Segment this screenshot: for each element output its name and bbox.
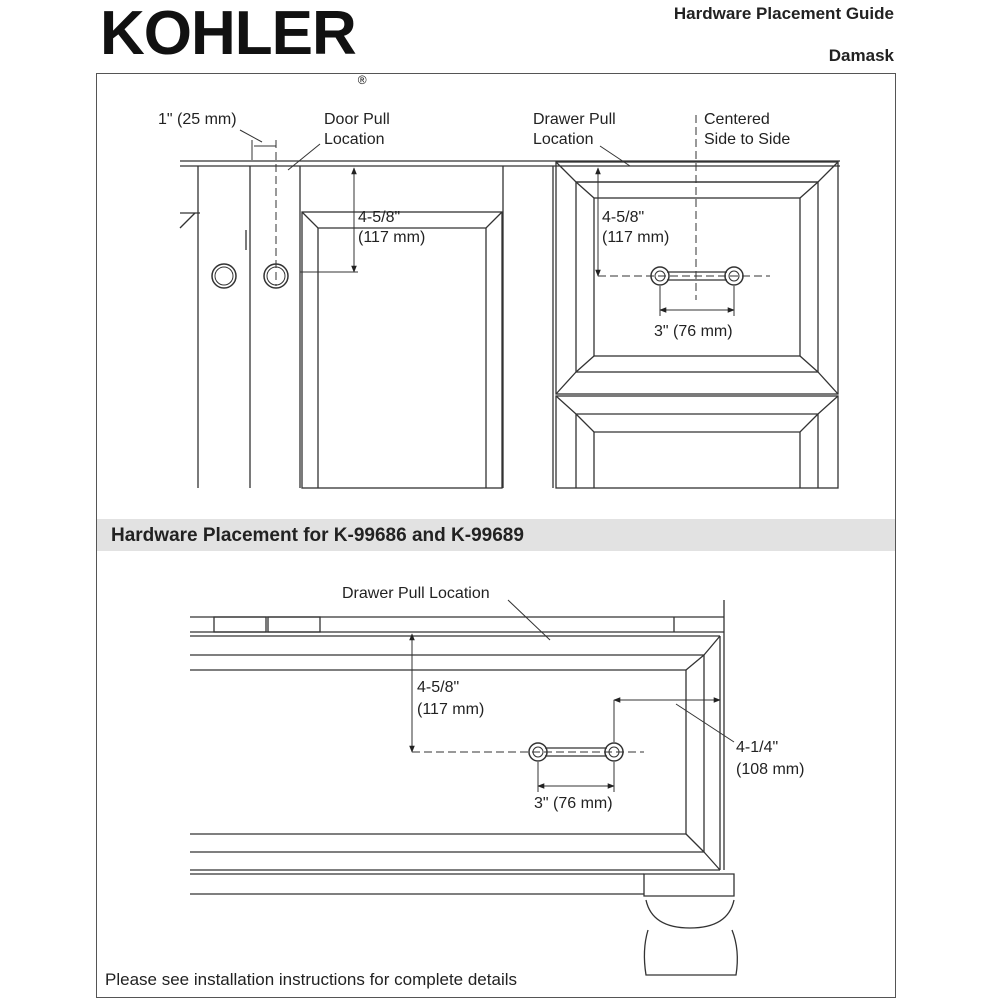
- bottom-drawer-drawing: [190, 600, 737, 975]
- top-cabinet-drawing: [180, 161, 840, 488]
- door-pull-label-1: Door Pull: [324, 111, 390, 128]
- centered-label-1: Centered: [704, 111, 770, 128]
- pull-width-label: 3" (76 mm): [654, 323, 733, 340]
- knob-icon: [212, 264, 236, 288]
- drawer-pull-label-2: Location: [533, 131, 594, 148]
- product-name: Damask: [828, 46, 894, 65]
- door-height-label-1: 4-5/8": [358, 209, 401, 226]
- logo-text: KOHLER: [100, 0, 356, 68]
- door-pull-label-2: Location: [324, 131, 385, 148]
- drawer-height-label-1: 4-5/8": [602, 209, 645, 226]
- bottom-side-label-2: (108 mm): [736, 761, 805, 778]
- bottom-height-label-1: 4-5/8": [417, 679, 460, 696]
- drawer-height-label-2: (117 mm): [602, 229, 670, 246]
- guide-title: Hardware Placement Guide: [673, 4, 894, 23]
- bottom-drawer-pull-label: Drawer Pull Location: [342, 585, 490, 602]
- footer-note: Please see installation instructions for complete details: [105, 970, 517, 989]
- offset-label: 1" (25 mm): [158, 111, 237, 128]
- bottom-side-label-1: 4-1/4": [736, 739, 779, 756]
- registered-mark: ®: [357, 73, 367, 87]
- centered-label-2: Side to Side: [704, 131, 791, 148]
- bottom-height-label-2: (117 mm): [417, 701, 485, 718]
- drawer-pull-label-1: Drawer Pull: [533, 111, 616, 128]
- bottom-pull-width-label: 3" (76 mm): [534, 795, 613, 812]
- section-title: Hardware Placement for K-99686 and K-99689: [111, 525, 524, 546]
- door-height-label-2: (117 mm): [358, 229, 426, 246]
